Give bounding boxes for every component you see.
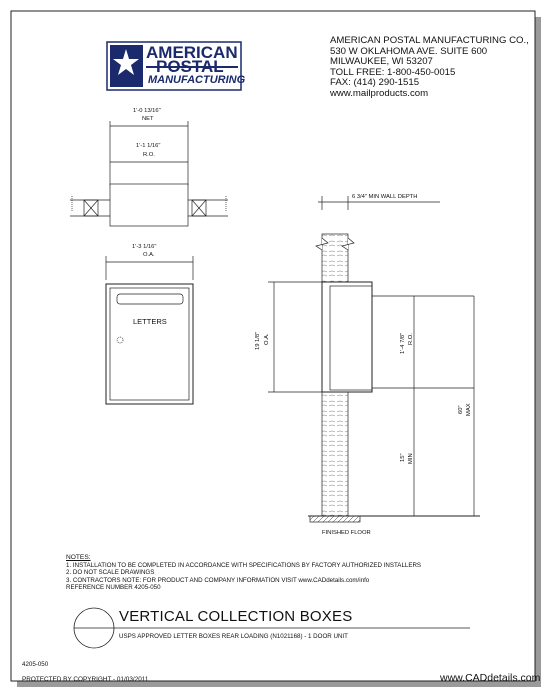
height-oa-label: O.A.: [264, 333, 270, 345]
max-height-label: MAX: [466, 403, 472, 416]
height-oa-value: 19 1/8": [255, 331, 261, 350]
note-item: 1. INSTALLATION TO BE COMPLETED IN ACCORDANCE WITH SPECIFICATIONS BY FACTORY AUTHORIZED INSTALLERS: [66, 561, 422, 569]
front-oa-label: O.A.: [143, 252, 155, 258]
finished-floor-label: FINISHED FLOOR: [322, 530, 371, 536]
logo-line-3: MANUFACTURING: [148, 74, 246, 86]
doc-number: 4205-050: [22, 661, 49, 668]
min-height-value: 15": [400, 453, 406, 462]
drawing-subtitle: USPS APPROVED LETTER BOXES REAR LOADING (N1021168) - 1 DOOR UNIT: [119, 633, 348, 640]
company-fax: FAX: (414) 290-1515: [330, 77, 420, 89]
company-address-2: MILWAUKEE, WI 53207: [330, 56, 433, 68]
ro-height-label: R.O.: [408, 333, 414, 345]
company-web: www.mailproducts.com: [330, 87, 429, 99]
logo-line-2: POSTAL: [156, 57, 224, 76]
notes-block: [66, 554, 421, 592]
company-tollfree: TOLL FREE: 1-800-450-0015: [330, 66, 456, 78]
site-link[interactable]: www.CADdetails.com: [440, 672, 541, 684]
copyright-text: PROTECTED BY COPYRIGHT - 01/03/2011: [22, 676, 149, 683]
door-label: LETTERS: [133, 317, 167, 326]
front-oa-value: 1'-3 1/16": [132, 244, 157, 250]
plan-ro-value: 1'-1 1/16": [136, 143, 161, 149]
note-item: REFERENCE NUMBER 4205-050: [66, 584, 161, 592]
drawing-title: VERTICAL COLLECTION BOXES: [119, 608, 353, 625]
company-address-1: 530 W OKLAHOMA AVE. SUITE 600: [330, 45, 488, 57]
plan-ro-label: R.O.: [143, 152, 155, 158]
wall-depth-label: 6 3/4" MIN WALL DEPTH: [352, 194, 418, 200]
note-item: 2. DO NOT SCALE DRAWINGS: [66, 569, 155, 577]
plan-net-label: NET: [142, 116, 154, 122]
company-info: [330, 36, 529, 100]
note-item: 3. CONTRACTORS NOTE: FOR PRODUCT AND COMPANY INFORMATION VISIT www.CADdetails.com/info: [66, 576, 370, 584]
notes-heading: NOTES:: [66, 554, 91, 561]
company-name: AMERICAN POSTAL MANUFACTURING CO.,: [330, 35, 529, 46]
max-height-value: 60": [458, 405, 464, 414]
plan-net-value: 1'-0 13/16": [133, 108, 161, 114]
ro-height-value: 1'-4 7/8": [400, 332, 406, 354]
logo-line-1: AMERICAN: [146, 43, 238, 62]
min-height-label: MIN: [408, 453, 414, 464]
